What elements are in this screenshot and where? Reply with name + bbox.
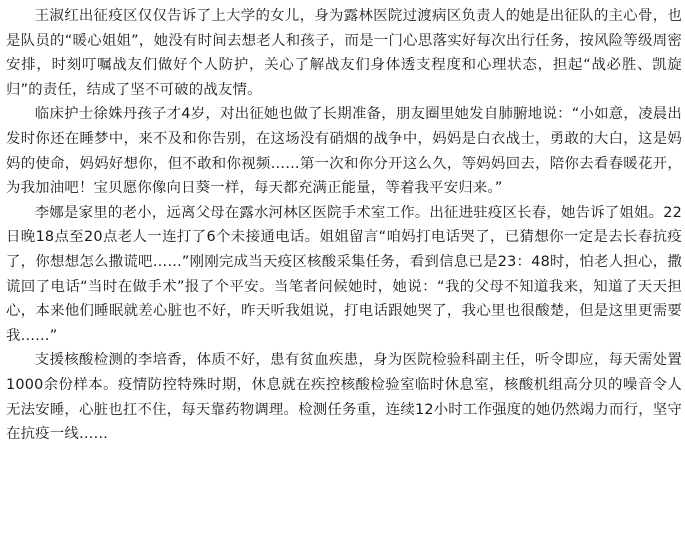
paragraph-li-peixiang: 支援核酸检测的李培香，体质不好，患有贫血疾患，身为医院检验科副主任，听令即应，每天需处置1000余份样本。疫情防控特殊时期，休息就在疾控核酸检验室临时休息室，核酸机组高分贝的噪音令人无法安睡，心脏也扛不住，每天靠药物调理。检测任务重，连续12小时工作强度的她仍然竭力而行，坚守在抗疫一线…… (6, 352, 682, 443)
paragraph-li-na: 李娜是家里的老小，远离父母在露水河林区医院手术室工作。出征进驻疫区长春，她告诉了姐姐。22日晚18点至20点老人一连打了6个未接通电话。姐姐留言“咱妈打电话哭了，已猜想你一定是去长春抗疫了，你想想怎么撒谎吧……”刚刚完成当天疫区核酸采集任务，看到信息已是23：48时，怕老人担心，撒谎回了电话“当时在做手术”报了个平安。当笔者问候她时，她说：“我的父母不知道我来，知道了天天担心，本来他们睡眠就差心脏也不好，昨天听我姐说，打电话跟她哭了，我心里也很酸楚，但是这里更需要我……” (6, 204, 682, 344)
article-body (6, 4, 682, 447)
paragraph-wang-shuhong: 王淑红出征疫区仅仅告诉了上大学的女儿，身为露林医院过渡病区负责人的她是出征队的主心骨，也是队员的“暖心姐姐”，她没有时间去想老人和孩子，而是一门心思落实好每次出行任务，按风险等级周密安排，时刻叮嘱战友们做好个人防护，关心了解战友们身体透支程度和心理状态，担起“战必胜、凯旋归”的责任，结成了坚不可破的战友情。 (6, 8, 682, 98)
paragraph-xu-shudan: 临床护士徐姝丹孩子才4岁，对出征她也做了长期准备，朋友圈里她发自肺腑地说：“小如意，凌晨出发时你还在睡梦中，来不及和你告别，在这场没有硝烟的战争中，妈妈是白衣战士，勇敢的大白，这是妈妈的使命，妈妈好想你，但不敢和你视频……第一次和你分开这么久，等妈妈回去，陪你去看春暖花开，为我加油吧！宝贝愿你像向日葵一样，每天都充满正能量，等着我平安归来。” (6, 106, 682, 197)
